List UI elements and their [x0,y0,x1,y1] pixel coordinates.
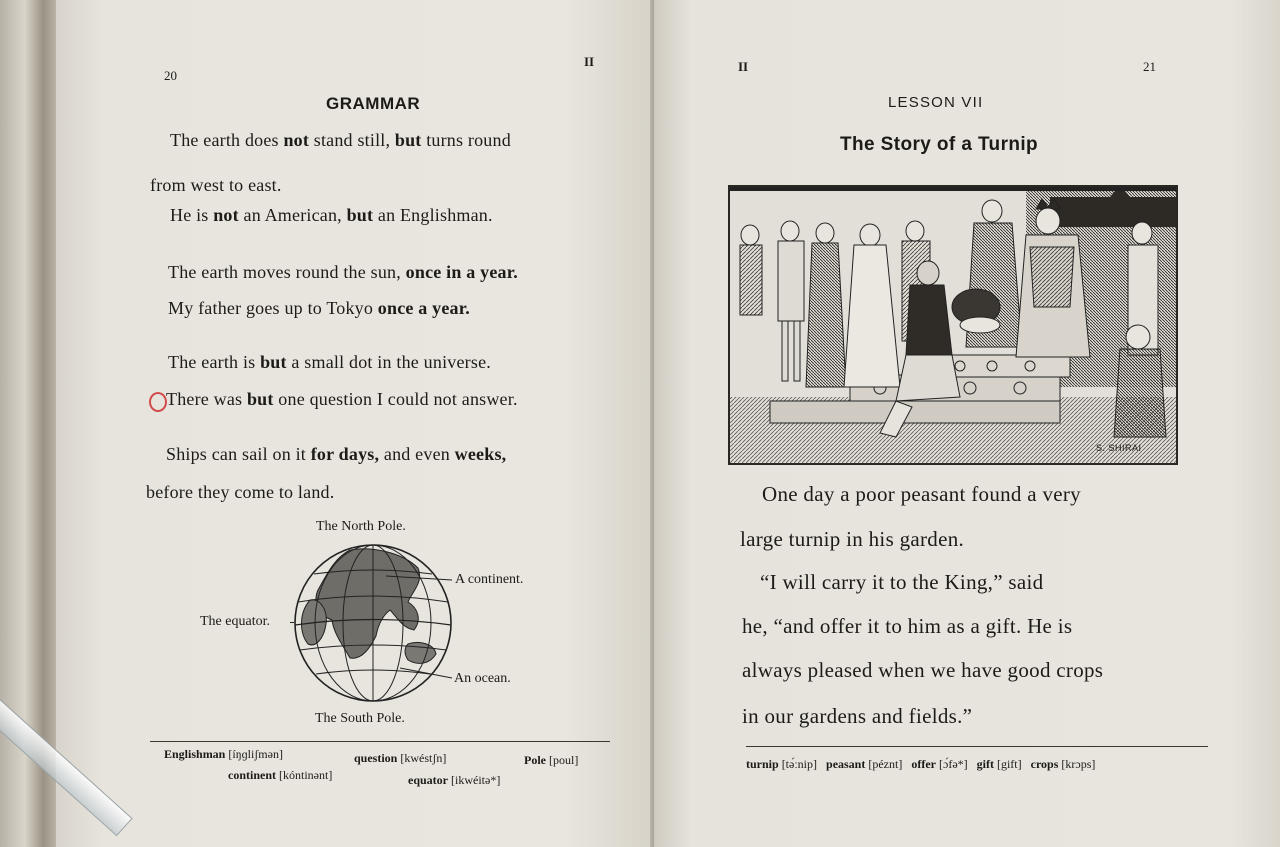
grammar-line-3 [170,205,493,226]
left-page-number: 20 [164,68,177,83]
lesson-illustration [728,185,1178,465]
bold-run: but [246,389,274,409]
text-run: The earth is [168,352,261,372]
right-running-mark: II [738,59,749,74]
globe-figure [290,540,456,706]
story-line-6: in our gardens and fields.” [742,704,973,728]
grammar-line-1 [170,130,511,151]
left-running-mark: II [584,54,595,69]
vocab-word: offer [911,757,936,771]
vocab-word: question [354,751,398,765]
vocab-word: gift [976,757,994,771]
text-run: The earth moves round the sun, [168,262,406,282]
text-run: and even [379,444,455,464]
vocab-pronunciation: [krɔps] [1058,757,1096,771]
vocab-question [354,751,446,766]
label-south-pole: The South Pole. [315,711,405,726]
vocab-pole [524,753,578,768]
vocab-word: crops [1030,757,1059,771]
grammar-line-8 [166,444,506,465]
right-vocab-rule [746,746,1208,747]
red-pencil-circle [149,392,167,412]
vocab-pronunciation: [íŋɡliʃmən] [225,747,283,761]
bold-run: once a year. [377,298,470,318]
left-vocab-rule [150,741,610,742]
grammar-line-4 [168,262,518,283]
label-north-pole: The North Pole. [316,519,406,534]
text-run: stand still, [309,130,395,150]
vocab-pronunciation: [poul] [546,753,579,767]
story-line-3: “I will carry it to the King,” said [760,570,1044,594]
text-run: an American, [238,205,347,225]
story-line-4: he, “and offer it to him as a gift. He is [742,614,1073,638]
bold-run: not [213,205,239,225]
vocab-word: turnip [746,757,779,771]
text-run: Ships can sail on it [166,444,311,464]
vocab-word: Englishman [164,747,226,761]
bold-run: not [283,130,310,150]
text-run: a small dot in the universe. [286,352,491,372]
grammar-line-2: from west to east. [150,175,282,195]
vocab-word: equator [408,773,448,787]
text-run: There was [166,389,247,409]
grammar-line-7 [166,389,518,410]
illustrator-signature: S. SHIRAI [1096,443,1142,453]
vocab-pronunciation: [gift] [993,757,1022,771]
bold-run: but [394,130,422,150]
bold-run: but [260,352,287,372]
lesson-number: LESSON VII [888,94,984,111]
grammar-line-9: before they come to land. [146,482,335,502]
text-run: turns round [421,130,511,150]
peasant-offers-turnip-to-king [730,187,1176,463]
vocab-pronunciation: [péznt] [865,757,903,771]
vocab-word: continent [228,768,276,782]
vocab-pronunciation: [kwéstʃn] [397,751,447,765]
equator-leader [290,622,294,623]
text-run: My father goes up to Tokyo [168,298,378,318]
grammar-line-6 [168,352,491,373]
text-run: He is [170,205,214,225]
story-line-5: always pleased when we have good crops [742,658,1104,682]
text-run: one question I could not answer. [273,389,518,409]
bold-run: but [346,205,374,225]
vocab-pronunciation: [kóntinənt] [276,768,333,782]
label-continent: A continent. [455,572,524,587]
vocab-equator [408,773,500,788]
bold-run: once in a year. [405,262,518,282]
vocab-continent [228,768,332,783]
bold-run: weeks, [454,444,507,464]
bold-run: for days, [310,444,380,464]
text-run: an Englishman. [373,205,493,225]
globe-drawing [290,540,456,706]
vocab-pronunciation: [tə́ːnip] [778,757,818,771]
story-line-1: One day a poor peasant found a very [762,482,1081,506]
grammar-line-5 [168,298,470,319]
vocab-word: peasant [826,757,866,771]
vocab-pronunciation: [ikwéitə*] [448,773,501,787]
vocab-word: Pole [524,753,546,767]
vocab-row-right [746,757,1095,772]
lesson-title: The Story of a Turnip [840,134,1039,155]
text-run: The earth does [170,130,284,150]
right-page-number: 21 [1143,59,1156,74]
vocab-englishman [164,747,283,762]
vocab-pronunciation: [ɔ́fə*] [936,757,968,771]
label-ocean: An ocean. [454,671,511,686]
story-line-2: large turnip in his garden. [740,527,965,551]
label-equator: The equator. [200,614,270,629]
grammar-heading: GRAMMAR [326,94,421,113]
